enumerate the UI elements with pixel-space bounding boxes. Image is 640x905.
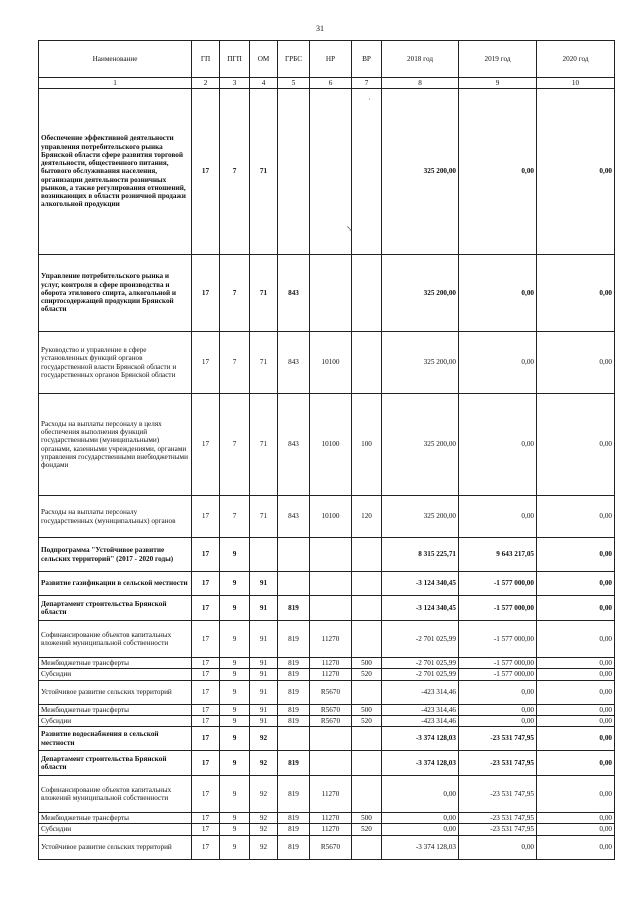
cell-gp: 17 [192,680,220,704]
table-row [39,538,615,572]
cell-y2018: 325 200,00 [382,89,459,255]
cell-pgp: 9 [220,680,250,704]
cell-nr: 11270 [310,669,352,680]
cell-pgp: 9 [220,727,250,751]
cell-pgp: 7 [220,255,250,332]
cell-y2019: 9 643 217,05 [459,538,537,572]
cell-y2018: -3 124 340,45 [382,596,459,621]
cell-y2018: 0,00 [382,824,459,835]
cell-y2019: -1 577 000,00 [459,596,537,621]
cell-y2019: 0,00 [459,704,537,715]
cell-name: Субсидии [39,824,192,835]
cell-nr: 11270 [310,824,352,835]
cell-y2019: -1 577 000,00 [459,572,537,596]
cell-vr [352,621,382,658]
cell-name: Управление потребительского рынка и услуг, контроля в сфере производства и оборота этилового спирта, алкогольной и спиртосодержащей продукции Брянской области [39,255,192,332]
cell-name: Межбюджетные трансферты [39,813,192,824]
cell-grbs: 819 [278,715,310,726]
cell-vr [352,255,382,332]
page-number: 31 [316,24,324,33]
header-gp: ГП [192,41,220,78]
cell-y2018: 325 200,00 [382,394,459,496]
cell-gp: 17 [192,596,220,621]
cell-grbs: 843 [278,255,310,332]
cell-y2018: -3 374 128,03 [382,751,459,776]
cell-vr [352,572,382,596]
table-row [39,727,615,751]
cell-gp: 17 [192,621,220,658]
cell-vr [352,538,382,572]
cell-pgp: 9 [220,704,250,715]
cell-grbs: 819 [278,704,310,715]
cell-y2019: 0,00 [459,835,537,859]
cell-name: Руководство и управление в сфере установленных функций органов государственной власти Брянской области и государственных органов Брянской области [39,332,192,394]
cell-om: 92 [250,813,278,824]
header-pgp: ПГП [220,41,250,78]
cell-nr: 11270 [310,776,352,813]
cell-grbs: 819 [278,596,310,621]
cell-om: 91 [250,715,278,726]
header-y2020: 2020 год [537,41,615,78]
cell-pgp: 9 [220,669,250,680]
cell-vr [352,596,382,621]
cell-grbs: 819 [278,824,310,835]
cell-vr: 520 [352,715,382,726]
cell-nr: 10100 [310,394,352,496]
cell-vr [352,680,382,704]
cell-vr [352,727,382,751]
scan-mark: · [368,95,371,104]
cell-vr: 500 [352,813,382,824]
cell-pgp: 9 [220,596,250,621]
cell-grbs [278,89,310,255]
cell-y2020: 0,00 [537,89,615,255]
cell-nr [310,751,352,776]
budget-table [38,40,615,860]
cell-grbs: 819 [278,621,310,658]
cell-name: Развитие газификации в сельской местности [39,572,192,596]
cell-vr: 520 [352,824,382,835]
cell-gp: 17 [192,776,220,813]
cell-grbs: 819 [278,751,310,776]
scan-mark: ↘ [346,224,353,233]
column-number-y2020: 10 [537,78,615,89]
cell-gp: 17 [192,835,220,859]
cell-y2020: 0,00 [537,496,615,538]
cell-grbs: 819 [278,658,310,669]
cell-y2018: 8 315 225,71 [382,538,459,572]
cell-gp: 17 [192,394,220,496]
cell-name: Софинансирование объектов капитальных вложений муниципальной собственности [39,776,192,813]
cell-nr [310,538,352,572]
cell-nr: 11270 [310,813,352,824]
header-name: Наименование [39,41,192,78]
table-row [39,824,615,835]
cell-om: 92 [250,751,278,776]
cell-y2020: 0,00 [537,704,615,715]
table-row [39,394,615,496]
cell-nr: 10100 [310,496,352,538]
cell-y2019: -1 577 000,00 [459,669,537,680]
table-row [39,704,615,715]
cell-pgp: 9 [220,572,250,596]
cell-y2020: 0,00 [537,776,615,813]
table-row [39,621,615,658]
cell-grbs: 819 [278,680,310,704]
cell-gp: 17 [192,704,220,715]
cell-name: Межбюджетные трансферты [39,704,192,715]
cell-gp: 17 [192,813,220,824]
cell-pgp: 9 [220,751,250,776]
cell-y2020: 0,00 [537,621,615,658]
table-row [39,658,615,669]
cell-nr [310,596,352,621]
cell-grbs [278,572,310,596]
header-row [39,41,615,78]
column-number-y2018: 8 [382,78,459,89]
cell-y2018: -423 314,46 [382,680,459,704]
cell-y2020: 0,00 [537,572,615,596]
cell-y2018: -423 314,46 [382,715,459,726]
cell-pgp: 7 [220,394,250,496]
cell-name: Субсидии [39,715,192,726]
cell-y2019: -23 531 747,95 [459,813,537,824]
cell-y2018: -2 701 025,99 [382,621,459,658]
cell-om: 91 [250,596,278,621]
cell-nr: 11270 [310,658,352,669]
cell-gp: 17 [192,658,220,669]
cell-nr [310,572,352,596]
header-y2018: 2018 год [382,41,459,78]
table-row [39,332,615,394]
cell-grbs [278,727,310,751]
cell-gp: 17 [192,572,220,596]
cell-vr: 520 [352,669,382,680]
cell-om: 71 [250,394,278,496]
cell-y2019: 0,00 [459,89,537,255]
cell-y2020: 0,00 [537,658,615,669]
cell-om: 92 [250,776,278,813]
cell-nr [310,255,352,332]
cell-y2020: 0,00 [537,813,615,824]
cell-grbs: 819 [278,835,310,859]
cell-nr [310,727,352,751]
cell-pgp: 9 [220,538,250,572]
cell-grbs: 843 [278,394,310,496]
cell-y2018: -2 701 025,99 [382,669,459,680]
cell-y2019: 0,00 [459,255,537,332]
cell-nr: R5670 [310,704,352,715]
cell-y2018: -3 124 340,45 [382,572,459,596]
cell-y2018: 325 200,00 [382,496,459,538]
cell-om: 92 [250,727,278,751]
cell-pgp: 9 [220,621,250,658]
cell-pgp: 7 [220,332,250,394]
table-row [39,496,615,538]
table-row [39,835,615,859]
cell-vr: 100 [352,394,382,496]
column-number-vr: 7 [352,78,382,89]
cell-y2020: 0,00 [537,835,615,859]
cell-grbs: 843 [278,496,310,538]
cell-gp: 17 [192,727,220,751]
cell-name: Департамент строительства Брянской области [39,596,192,621]
table-row [39,751,615,776]
header-nr: НР [310,41,352,78]
table-row [39,572,615,596]
cell-gp: 17 [192,332,220,394]
column-number-nr: 6 [310,78,352,89]
cell-y2019: 0,00 [459,394,537,496]
cell-grbs [278,538,310,572]
cell-y2018: 0,00 [382,776,459,813]
cell-grbs: 819 [278,776,310,813]
cell-om: 91 [250,680,278,704]
column-number-y2019: 9 [459,78,537,89]
cell-name: Обеспечение эффективной деятельности управления потребительского рынка Брянской области сфере развития торговой деятельности, общественного питания, бытового обслуживания населения, организации деятельности розничных рынков, а также регулирования отношений, возникающих в области розничной продажи алкогольной продукции [39,89,192,255]
column-number-row [39,78,615,89]
cell-y2019: -23 531 747,95 [459,727,537,751]
cell-nr: R5670 [310,715,352,726]
cell-y2018: -2 701 025,99 [382,658,459,669]
header-grbs: ГРБС [278,41,310,78]
cell-gp: 17 [192,255,220,332]
cell-om: 91 [250,669,278,680]
header-om: ОМ [250,41,278,78]
cell-pgp: 9 [220,835,250,859]
cell-y2020: 0,00 [537,751,615,776]
cell-pgp: 9 [220,824,250,835]
column-number-pgp: 3 [220,78,250,89]
cell-nr: R5670 [310,680,352,704]
cell-gp: 17 [192,538,220,572]
cell-vr [352,776,382,813]
cell-nr: 10100 [310,332,352,394]
cell-y2018: 325 200,00 [382,255,459,332]
cell-grbs: 819 [278,813,310,824]
cell-vr [352,835,382,859]
table-row [39,596,615,621]
cell-grbs: 843 [278,332,310,394]
table-row [39,89,615,255]
cell-pgp: 9 [220,715,250,726]
cell-om: 71 [250,89,278,255]
cell-vr [352,332,382,394]
header-y2019: 2019 год [459,41,537,78]
cell-gp: 17 [192,751,220,776]
cell-vr: 500 [352,658,382,669]
cell-om: 92 [250,824,278,835]
cell-vr [352,89,382,255]
cell-om: 92 [250,835,278,859]
cell-om: 71 [250,496,278,538]
cell-om: 91 [250,572,278,596]
cell-name: Развитие водоснабжения в сельской местности [39,727,192,751]
table-row [39,715,615,726]
cell-y2020: 0,00 [537,669,615,680]
cell-vr: 500 [352,704,382,715]
cell-om: 71 [250,255,278,332]
cell-name: Устойчивое развитие сельских территорий [39,835,192,859]
cell-om: 91 [250,704,278,715]
cell-y2020: 0,00 [537,727,615,751]
cell-vr [352,751,382,776]
cell-y2020: 0,00 [537,596,615,621]
cell-y2018: -3 374 128,03 [382,835,459,859]
cell-y2019: -23 531 747,95 [459,751,537,776]
cell-y2020: 0,00 [537,715,615,726]
cell-y2018: 325 200,00 [382,332,459,394]
cell-y2018: -3 374 128,03 [382,727,459,751]
cell-name: Расходы на выплаты персоналу государственных (муниципальных) органов [39,496,192,538]
cell-pgp: 9 [220,658,250,669]
cell-y2018: -423 314,46 [382,704,459,715]
table-body [39,89,615,860]
column-number-grbs: 5 [278,78,310,89]
cell-gp: 17 [192,669,220,680]
cell-y2019: 0,00 [459,715,537,726]
cell-om: 91 [250,621,278,658]
cell-y2020: 0,00 [537,394,615,496]
cell-pgp: 9 [220,776,250,813]
cell-y2020: 0,00 [537,538,615,572]
cell-om: 71 [250,332,278,394]
cell-name: Субсидии [39,669,192,680]
cell-vr: 120 [352,496,382,538]
table-row [39,813,615,824]
column-number-name: 1 [39,78,192,89]
cell-y2019: -23 531 747,95 [459,824,537,835]
cell-om: 91 [250,658,278,669]
cell-y2020: 0,00 [537,824,615,835]
cell-y2018: 0,00 [382,813,459,824]
cell-y2019: -1 577 000,00 [459,621,537,658]
cell-y2020: 0,00 [537,255,615,332]
table-row [39,669,615,680]
cell-pgp: 9 [220,813,250,824]
column-number-gp: 2 [192,78,220,89]
cell-y2019: 0,00 [459,680,537,704]
cell-y2019: 0,00 [459,496,537,538]
table-row [39,776,615,813]
cell-gp: 17 [192,89,220,255]
cell-y2019: 0,00 [459,332,537,394]
cell-name: Софинансирование объектов капитальных вложений муниципальной собственности [39,621,192,658]
cell-name: Устойчивое развитие сельских территорий [39,680,192,704]
cell-nr: R5670 [310,835,352,859]
cell-gp: 17 [192,715,220,726]
cell-nr: 11270 [310,621,352,658]
cell-om [250,538,278,572]
cell-pgp: 7 [220,89,250,255]
cell-name: Департамент строительства Брянской области [39,751,192,776]
header-vr: ВР [352,41,382,78]
cell-y2019: -23 531 747,95 [459,776,537,813]
cell-name: Подпрограмма "Устойчивое развитие сельских территорий" (2017 - 2020 годы) [39,538,192,572]
cell-name: Расходы на выплаты персоналу в целях обеспечения выполнения функций государственными (муниципальными) органами, казенными учреждениями, органами управления государственными внебюджетными фондами [39,394,192,496]
cell-name: Межбюджетные трансферты [39,658,192,669]
cell-y2020: 0,00 [537,332,615,394]
cell-y2019: -1 577 000,00 [459,658,537,669]
table-row [39,680,615,704]
column-number-om: 4 [250,78,278,89]
cell-gp: 17 [192,824,220,835]
cell-pgp: 7 [220,496,250,538]
cell-gp: 17 [192,496,220,538]
cell-grbs: 819 [278,669,310,680]
table-row [39,255,615,332]
cell-y2020: 0,00 [537,680,615,704]
